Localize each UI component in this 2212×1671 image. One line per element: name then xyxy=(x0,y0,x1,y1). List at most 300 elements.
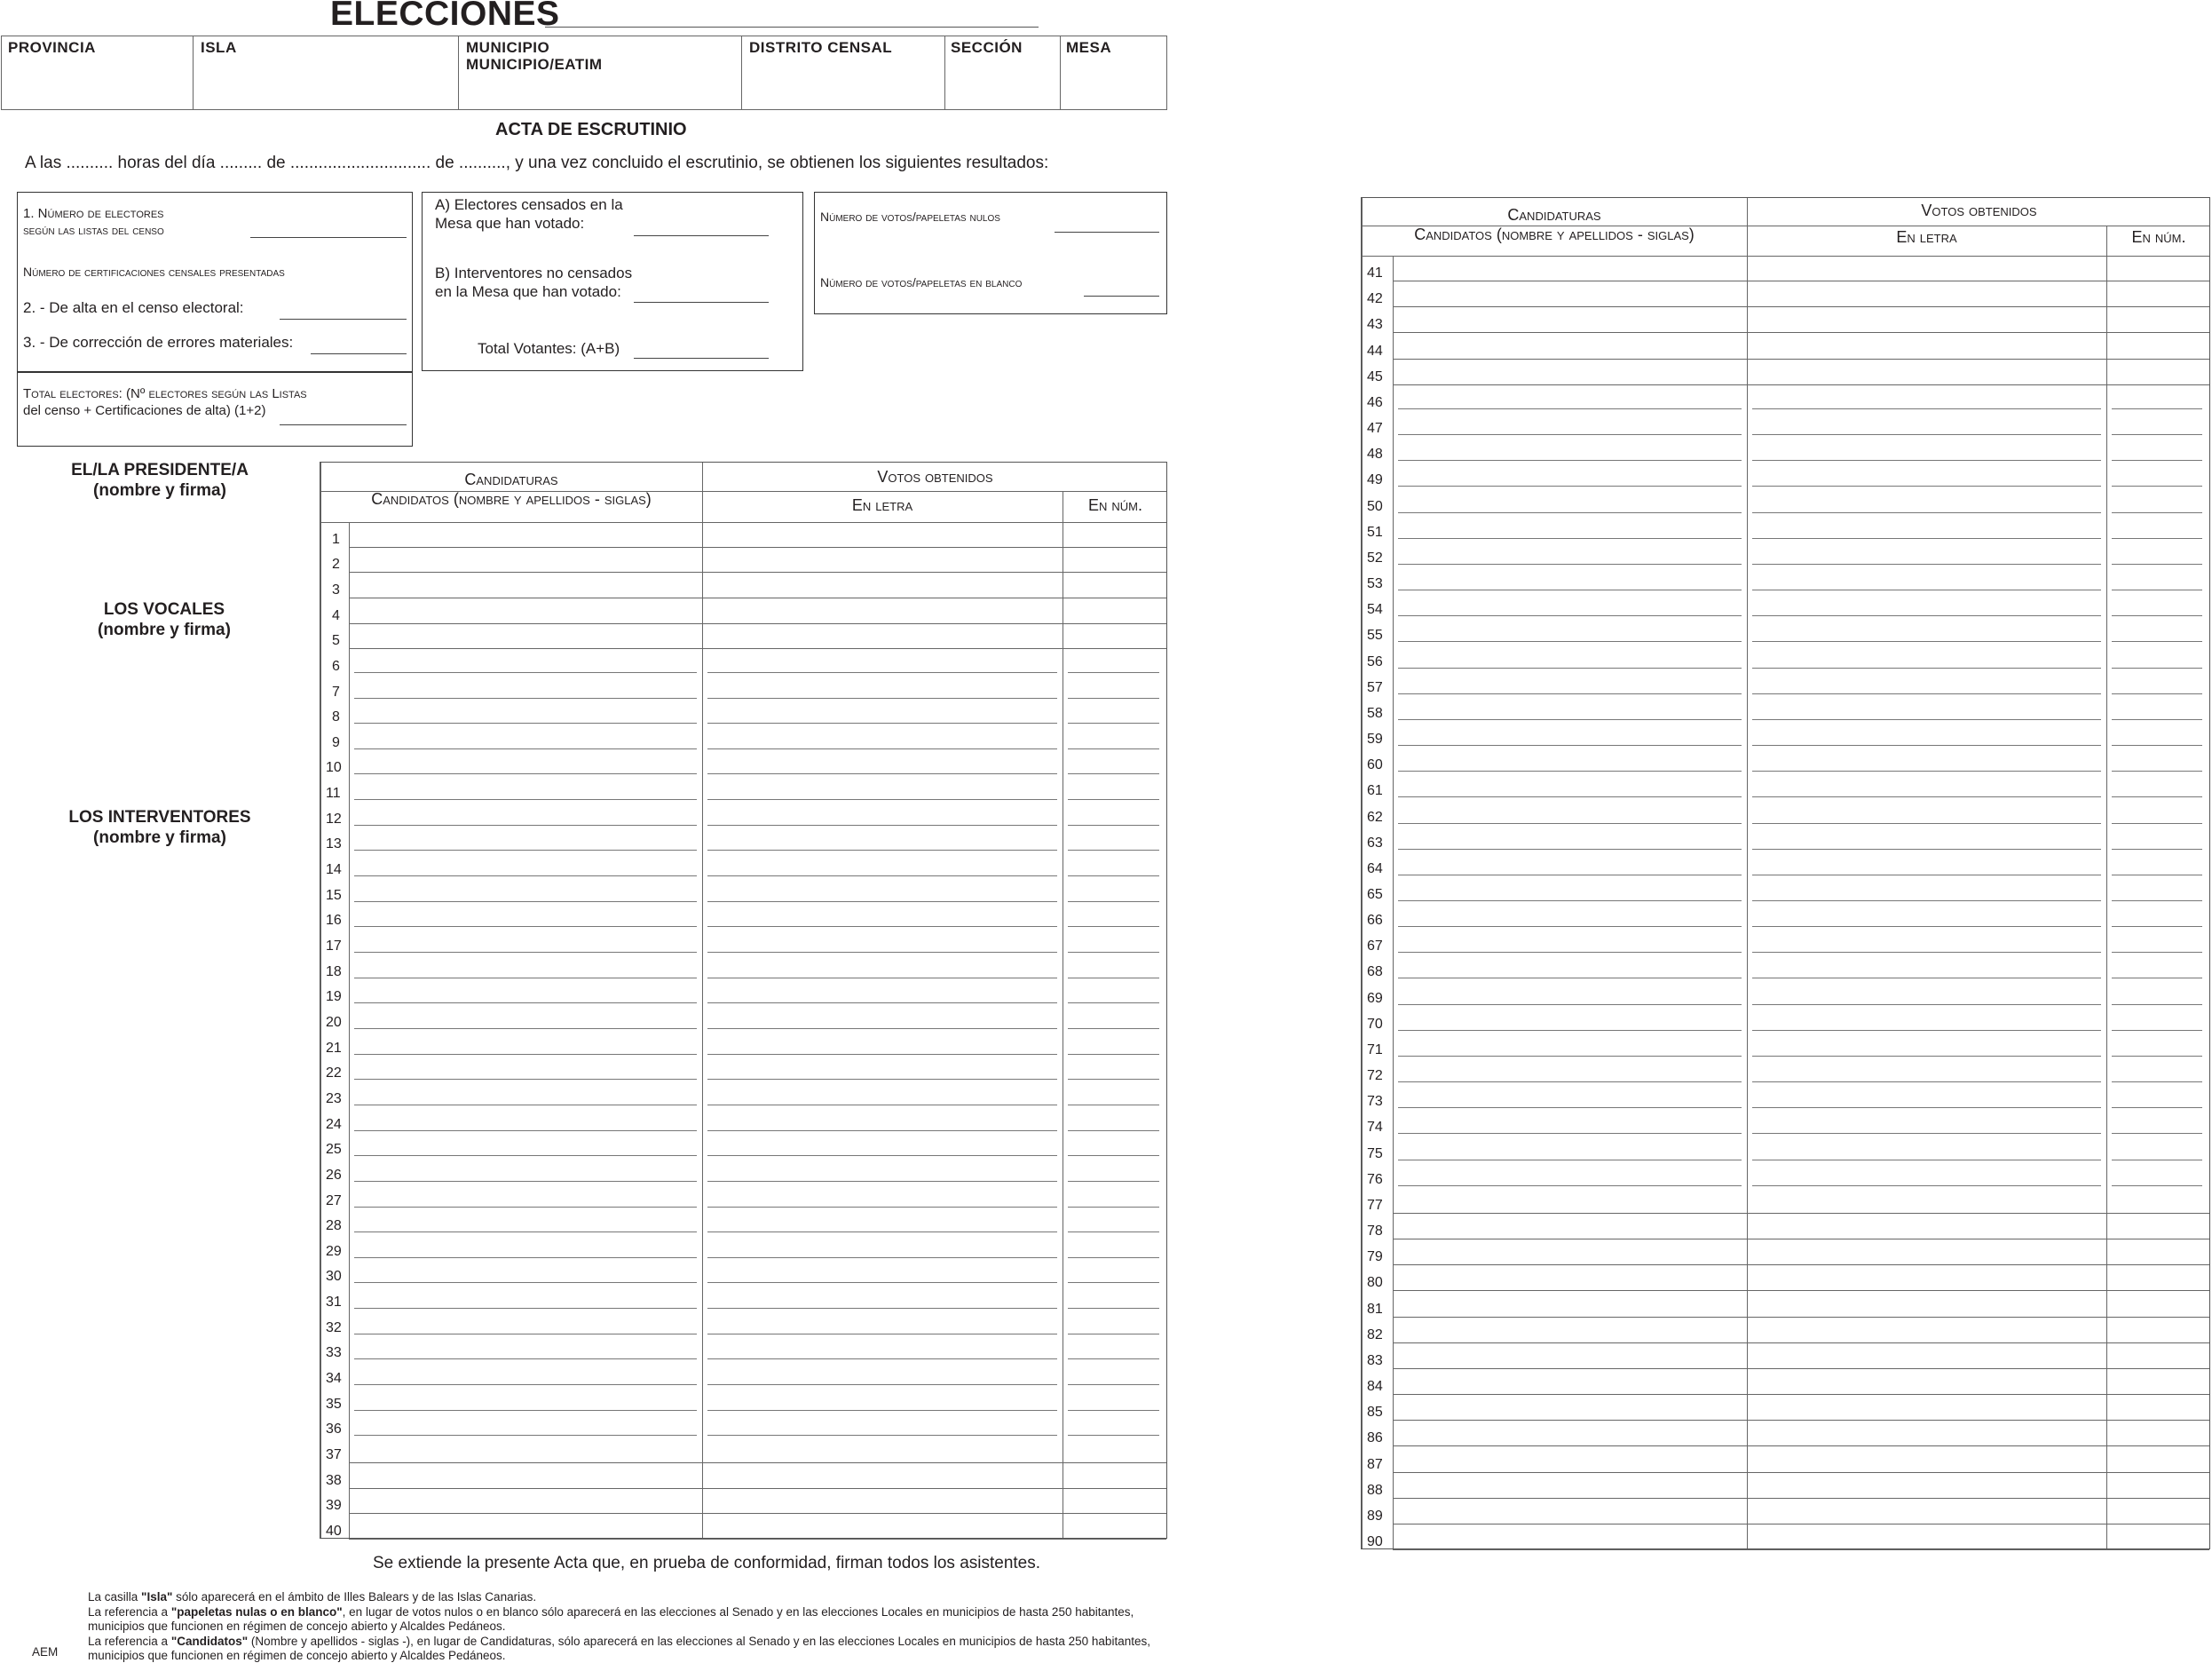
row-number: 77 xyxy=(1367,1197,1383,1213)
votos-blanco-field[interactable] xyxy=(1084,296,1159,297)
votos-letra-field[interactable] xyxy=(707,1079,1057,1080)
votos-num-field[interactable] xyxy=(1068,1130,1159,1131)
table-row[interactable] xyxy=(320,548,1166,574)
table-row[interactable] xyxy=(320,1158,1166,1184)
votos-num-field[interactable] xyxy=(1068,1435,1159,1436)
votos-num-field[interactable] xyxy=(1068,672,1159,673)
votos-letra-field[interactable] xyxy=(1752,796,2101,797)
votos-letra-field[interactable] xyxy=(1752,1004,2101,1005)
votos-letra-field[interactable] xyxy=(1752,745,2101,746)
table-row[interactable] xyxy=(1362,541,2209,566)
table-row[interactable] xyxy=(320,624,1166,650)
candidatura-field[interactable] xyxy=(354,1028,697,1029)
table-row[interactable] xyxy=(320,904,1166,930)
candidatura-field[interactable] xyxy=(354,1207,697,1208)
field-provincia[interactable]: PROVINCIA xyxy=(8,39,96,56)
table-row[interactable] xyxy=(1362,799,2209,825)
field-distrito-censal[interactable]: DISTRITO CENSAL xyxy=(749,39,893,56)
table-row[interactable] xyxy=(320,1286,1166,1311)
votos-letra-field[interactable] xyxy=(707,952,1057,953)
table-row[interactable] xyxy=(320,1437,1166,1463)
table-row[interactable] xyxy=(320,1133,1166,1159)
votos-letra-field[interactable] xyxy=(707,723,1057,724)
table-row[interactable] xyxy=(1362,1084,2209,1110)
table-row[interactable] xyxy=(320,777,1166,803)
votos-letra-field[interactable] xyxy=(1752,1056,2101,1057)
votos-letra-field[interactable] xyxy=(707,1257,1057,1258)
votos-letra-field[interactable] xyxy=(707,1358,1057,1359)
votos-num-field[interactable] xyxy=(1068,1002,1159,1003)
votos-letra-field[interactable] xyxy=(1752,1133,2101,1134)
footnote-candidatos: La referencia a "Candidatos" (Nombre y apellidos - siglas -), en lugar de Candidaturas, sólo aparecerá en las elecciones al Senado y en las elecciones Locales en municipios de hasta 250 habitantes, xyxy=(88,1634,1150,1648)
candidatura-field[interactable] xyxy=(1398,745,1742,746)
candidatura-field[interactable] xyxy=(354,723,697,724)
row-number: 49 xyxy=(1367,472,1383,488)
numero-electores-field[interactable] xyxy=(250,237,407,238)
row-number: 15 xyxy=(326,887,342,903)
table-row[interactable] xyxy=(1362,281,2209,307)
votos-num-field[interactable] xyxy=(2112,745,2202,746)
candidatura-field[interactable] xyxy=(1398,1004,1742,1005)
table-row[interactable] xyxy=(1362,618,2209,644)
table-row[interactable] xyxy=(320,852,1166,878)
table-row[interactable] xyxy=(320,1336,1166,1362)
votos-num-field[interactable] xyxy=(1068,1207,1159,1208)
table-row[interactable] xyxy=(320,878,1166,904)
table-row[interactable] xyxy=(1362,437,2209,463)
row-number: 23 xyxy=(326,1090,342,1106)
table-row[interactable] xyxy=(1362,1033,2209,1058)
votos-num-field[interactable] xyxy=(2112,615,2202,616)
correccion-errores-label: 3. - De corrección de errores materiales: xyxy=(23,334,294,351)
votos-letra-field[interactable] xyxy=(1752,1107,2101,1108)
electores-censados-label: A) Electores censados en la xyxy=(435,196,623,213)
candidatura-field[interactable] xyxy=(354,748,697,749)
candidatura-field[interactable] xyxy=(354,1435,697,1436)
votos-num-field[interactable] xyxy=(2112,693,2202,694)
table-row[interactable] xyxy=(1362,360,2209,385)
candidatura-field[interactable] xyxy=(1398,1107,1742,1108)
table-row[interactable] xyxy=(1362,1291,2209,1317)
votos-letra-field[interactable] xyxy=(1752,771,2101,772)
table-row[interactable] xyxy=(1362,1058,2209,1084)
table-row[interactable] xyxy=(1362,1136,2209,1161)
votos-letra-field[interactable] xyxy=(1752,486,2101,487)
row-number: 52 xyxy=(1367,550,1383,566)
votos-num-field[interactable] xyxy=(2112,1107,2202,1108)
votos-num-field[interactable] xyxy=(2112,796,2202,797)
candidatura-field[interactable] xyxy=(354,1231,697,1232)
table-row[interactable] xyxy=(1362,1421,2209,1446)
votos-num-field[interactable] xyxy=(1068,1282,1159,1283)
table-row[interactable] xyxy=(320,522,1166,548)
votos-num-field[interactable] xyxy=(2112,849,2202,850)
votos-letra-field[interactable] xyxy=(1752,512,2101,513)
table-row[interactable] xyxy=(320,1081,1166,1107)
table-row[interactable] xyxy=(1362,1162,2209,1188)
table-row[interactable] xyxy=(1362,851,2209,877)
table-row[interactable] xyxy=(320,649,1166,675)
votos-letra-field[interactable] xyxy=(707,875,1057,876)
table-row[interactable] xyxy=(320,1005,1166,1031)
electores-censados-field[interactable] xyxy=(634,235,769,236)
table-row[interactable] xyxy=(1362,1110,2209,1136)
interventores-no-censados-field[interactable] xyxy=(634,302,769,303)
candidatura-field[interactable] xyxy=(1398,693,1742,694)
table-row[interactable] xyxy=(320,1361,1166,1387)
candidatura-field[interactable] xyxy=(354,1130,697,1131)
elecciones-name-line[interactable] xyxy=(545,27,1039,28)
table-row[interactable] xyxy=(1362,463,2209,488)
candidatura-field[interactable] xyxy=(1398,719,1742,720)
table-row[interactable] xyxy=(320,828,1166,853)
table-row[interactable] xyxy=(1362,256,2209,281)
candidatura-field[interactable] xyxy=(1398,1030,1742,1031)
votos-num-field[interactable] xyxy=(2112,926,2202,927)
table-row[interactable] xyxy=(320,802,1166,828)
table-row[interactable] xyxy=(320,1387,1166,1413)
candidatura-field[interactable] xyxy=(354,825,697,826)
votos-letra-field[interactable] xyxy=(1752,434,2101,435)
votos-num-field[interactable] xyxy=(1068,1231,1159,1232)
votos-letra-field[interactable] xyxy=(1752,952,2101,953)
candidatura-field[interactable] xyxy=(354,1155,697,1156)
alta-censo-field[interactable] xyxy=(280,319,407,320)
table-row[interactable] xyxy=(320,751,1166,777)
candidatura-field[interactable] xyxy=(354,773,697,774)
table-row[interactable] xyxy=(320,1057,1166,1082)
candidatura-field[interactable] xyxy=(1398,1133,1742,1134)
table-row[interactable] xyxy=(320,1311,1166,1336)
table-row[interactable] xyxy=(320,1107,1166,1133)
votos-letra-field[interactable] xyxy=(1752,900,2101,901)
row-number: 74 xyxy=(1367,1120,1383,1136)
votos-letra-field[interactable] xyxy=(707,698,1057,699)
row-number: 57 xyxy=(1367,679,1383,695)
votos-letra-field[interactable] xyxy=(1752,564,2101,565)
table-row[interactable] xyxy=(1362,1395,2209,1421)
votos-letra-field[interactable] xyxy=(707,1028,1057,1029)
candidatura-field[interactable] xyxy=(354,952,697,953)
table-row[interactable] xyxy=(1362,826,2209,851)
votos-letra-field[interactable] xyxy=(1752,615,2101,616)
candidatura-field[interactable] xyxy=(354,1384,697,1385)
candidatura-field[interactable] xyxy=(354,1282,697,1283)
row-number: 9 xyxy=(332,734,340,750)
votos-num-field[interactable] xyxy=(1068,1155,1159,1156)
votos-letra-field[interactable] xyxy=(707,850,1057,851)
table-row[interactable] xyxy=(1362,1446,2209,1472)
interventores-signature-block[interactable] xyxy=(36,807,284,848)
row-number: 22 xyxy=(326,1065,342,1081)
votos-num-field[interactable] xyxy=(2112,900,2202,901)
table-row[interactable] xyxy=(1362,592,2209,618)
votos-letra-field[interactable] xyxy=(1752,668,2101,669)
table-row[interactable] xyxy=(1362,1499,2209,1524)
candidatura-field[interactable] xyxy=(354,1358,697,1359)
votos-letra-field[interactable] xyxy=(707,672,1057,673)
table-row[interactable] xyxy=(1362,722,2209,748)
table-row[interactable] xyxy=(320,929,1166,954)
row-number: 51 xyxy=(1367,524,1383,540)
field-isla[interactable]: ISLA xyxy=(201,39,237,56)
votos-num-field[interactable] xyxy=(2112,512,2202,513)
row-number: 65 xyxy=(1367,886,1383,902)
candidatura-field[interactable] xyxy=(354,926,697,927)
table-row[interactable] xyxy=(1362,307,2209,333)
candidatura-field[interactable] xyxy=(354,1181,697,1182)
th-votos-obtenidos: Votos obtenidos xyxy=(877,468,993,486)
votos-letra-field[interactable] xyxy=(707,748,1057,749)
votos-letra-field[interactable] xyxy=(707,1002,1057,1003)
candidatura-field[interactable] xyxy=(1398,434,1742,435)
votos-letra-field[interactable] xyxy=(1752,823,2101,824)
presidente-signature-block[interactable] xyxy=(36,460,284,501)
row-number: 2 xyxy=(332,557,340,573)
votos-letra-field[interactable] xyxy=(707,1410,1057,1411)
votos-letra-field[interactable] xyxy=(1752,1081,2101,1082)
table-row[interactable] xyxy=(1362,411,2209,437)
candidatura-field[interactable] xyxy=(354,1002,697,1003)
votos-num-field[interactable] xyxy=(1068,1181,1159,1182)
votos-num-field[interactable] xyxy=(2112,719,2202,720)
votos-num-field[interactable] xyxy=(2112,434,2202,435)
votos-num-field[interactable] xyxy=(2112,1081,2202,1082)
table-row[interactable] xyxy=(320,954,1166,980)
candidatura-field[interactable] xyxy=(1398,1081,1742,1082)
votos-letra-field[interactable] xyxy=(1752,926,2101,927)
vocales-signature-block[interactable] xyxy=(36,599,293,640)
votos-num-field[interactable] xyxy=(2112,408,2202,409)
candidatura-field[interactable] xyxy=(1398,1056,1742,1057)
table-row[interactable] xyxy=(1362,1188,2209,1214)
votos-letra-field[interactable] xyxy=(707,1181,1057,1182)
votos-letra-field[interactable] xyxy=(707,1130,1057,1131)
votos-num-field[interactable] xyxy=(1068,723,1159,724)
table-row[interactable] xyxy=(1362,1318,2209,1343)
candidatura-field[interactable] xyxy=(354,875,697,876)
candidatura-field[interactable] xyxy=(1398,823,1742,824)
candidatura-field[interactable] xyxy=(354,901,697,902)
votos-letra-field[interactable] xyxy=(707,799,1057,800)
candidatura-field[interactable] xyxy=(354,1257,697,1258)
votos-num-field[interactable] xyxy=(2112,1030,2202,1031)
table-row[interactable] xyxy=(320,598,1166,624)
candidatura-field[interactable] xyxy=(1398,849,1742,850)
votos-num-field[interactable] xyxy=(1068,773,1159,774)
presidente-sub: (nombre y firma) xyxy=(93,481,226,500)
row-number: 16 xyxy=(326,913,342,929)
votos-num-field[interactable] xyxy=(1068,952,1159,953)
table-row[interactable] xyxy=(1362,929,2209,954)
table-row[interactable] xyxy=(1362,877,2209,903)
votos-num-field[interactable] xyxy=(2112,1056,2202,1057)
votos-letra-field[interactable] xyxy=(707,1207,1057,1208)
table-row[interactable] xyxy=(1362,1265,2209,1291)
votos-num-field[interactable] xyxy=(2112,538,2202,539)
votos-letra-field[interactable] xyxy=(707,1282,1057,1283)
table-row[interactable] xyxy=(1362,1239,2209,1265)
votos-letra-field[interactable] xyxy=(707,1155,1057,1156)
votos-num-field[interactable] xyxy=(2112,668,2202,669)
candidatura-field[interactable] xyxy=(354,1308,697,1309)
vocales-sub: (nombre y firma) xyxy=(98,621,231,639)
table-row[interactable] xyxy=(1362,1343,2209,1369)
votos-num-field[interactable] xyxy=(1068,1384,1159,1385)
candidatura-field[interactable] xyxy=(354,698,697,699)
votos-num-field[interactable] xyxy=(1068,1308,1159,1309)
votos-letra-field[interactable] xyxy=(1752,641,2101,642)
table-row[interactable] xyxy=(320,1260,1166,1286)
row-number: 71 xyxy=(1367,1041,1383,1057)
votos-num-field[interactable] xyxy=(1068,825,1159,826)
votos-letra-field[interactable] xyxy=(707,926,1057,927)
candidatura-field[interactable] xyxy=(1398,408,1742,409)
table-row[interactable] xyxy=(1362,1369,2209,1395)
row-number: 37 xyxy=(326,1447,342,1463)
table-row[interactable] xyxy=(320,701,1166,726)
votos-num-field[interactable] xyxy=(2112,641,2202,642)
candidatura-field[interactable] xyxy=(1398,564,1742,565)
candidatura-field[interactable] xyxy=(354,672,697,673)
candidatura-field[interactable] xyxy=(1398,512,1742,513)
table-row[interactable] xyxy=(1362,1524,2209,1550)
table-row[interactable] xyxy=(1362,1007,2209,1033)
candidatura-field[interactable] xyxy=(1398,486,1742,487)
table-row[interactable] xyxy=(320,1514,1166,1540)
votos-num-field[interactable] xyxy=(1068,875,1159,876)
votos-num-field[interactable] xyxy=(1068,1410,1159,1411)
votos-num-field[interactable] xyxy=(1068,1028,1159,1029)
field-municipio[interactable]: MUNICIPIO xyxy=(466,39,550,56)
table-row[interactable] xyxy=(1362,644,2209,669)
row-number: 89 xyxy=(1367,1508,1383,1524)
votos-letra-field[interactable] xyxy=(1752,538,2101,539)
candidatura-field[interactable] xyxy=(1398,1185,1742,1186)
votos-letra-field[interactable] xyxy=(707,901,1057,902)
votos-num-field[interactable] xyxy=(2112,1185,2202,1186)
candidatura-field[interactable] xyxy=(354,1054,697,1055)
table-row[interactable] xyxy=(1362,566,2209,592)
table-row[interactable] xyxy=(1362,515,2209,541)
candidatura-field[interactable] xyxy=(354,1410,697,1411)
votos-num-field[interactable] xyxy=(1068,1054,1159,1055)
votos-num-field[interactable] xyxy=(1068,850,1159,851)
votos-letra-field[interactable] xyxy=(707,773,1057,774)
votos-letra-field[interactable] xyxy=(1752,719,2101,720)
votos-letra-field[interactable] xyxy=(707,1054,1057,1055)
field-mesa[interactable]: MESA xyxy=(1066,39,1112,56)
votos-letra-field[interactable] xyxy=(1752,408,2101,409)
votos-letra-field[interactable] xyxy=(707,825,1057,826)
votos-num-field[interactable] xyxy=(1068,1079,1159,1080)
votos-letra-field[interactable] xyxy=(707,1231,1057,1232)
table-row[interactable] xyxy=(1362,773,2209,799)
table-row[interactable] xyxy=(320,1209,1166,1235)
candidatura-field[interactable] xyxy=(1398,771,1742,772)
table-row[interactable] xyxy=(1362,1214,2209,1239)
total-electores-field[interactable] xyxy=(280,424,407,425)
candidatura-field[interactable] xyxy=(354,850,697,851)
votos-num-field[interactable] xyxy=(2112,486,2202,487)
votos-num-field[interactable] xyxy=(1068,698,1159,699)
table-row[interactable] xyxy=(1362,903,2209,929)
candidatura-field[interactable] xyxy=(1398,641,1742,642)
correccion-errores-field[interactable] xyxy=(311,353,407,354)
votos-letra-field[interactable] xyxy=(1752,1185,2101,1186)
votos-num-field[interactable] xyxy=(1068,1358,1159,1359)
votos-num-field[interactable] xyxy=(2112,771,2202,772)
candidatura-field[interactable] xyxy=(354,1079,697,1080)
total-votantes-field[interactable] xyxy=(634,358,769,359)
votos-num-field[interactable] xyxy=(2112,1004,2202,1005)
table-row[interactable] xyxy=(320,980,1166,1006)
table-row[interactable] xyxy=(320,573,1166,598)
table-row[interactable] xyxy=(1362,488,2209,514)
votos-num-field[interactable] xyxy=(1068,901,1159,902)
table-row[interactable] xyxy=(320,1184,1166,1209)
table-row[interactable] xyxy=(1362,696,2209,722)
votos-num-field[interactable] xyxy=(1068,799,1159,800)
votos-letra-field[interactable] xyxy=(707,1435,1057,1436)
table-row[interactable] xyxy=(1362,980,2209,1006)
table-row[interactable] xyxy=(320,675,1166,701)
votos-num-field[interactable] xyxy=(2112,823,2202,824)
table-row[interactable] xyxy=(1362,385,2209,411)
votos-nulos-field[interactable] xyxy=(1055,232,1159,233)
table-row[interactable] xyxy=(320,725,1166,751)
row-number: 66 xyxy=(1367,913,1383,929)
votos-letra-field[interactable] xyxy=(1752,1030,2101,1031)
votos-num-field[interactable] xyxy=(1068,926,1159,927)
votos-letra-field[interactable] xyxy=(1752,460,2101,461)
table-row[interactable] xyxy=(320,1234,1166,1260)
candidatura-field[interactable] xyxy=(1398,668,1742,669)
table-row[interactable] xyxy=(1362,333,2209,359)
candidatura-field[interactable] xyxy=(1398,615,1742,616)
table-row[interactable] xyxy=(320,1031,1166,1057)
table-row[interactable] xyxy=(320,1413,1166,1438)
candidatura-field[interactable] xyxy=(1398,900,1742,901)
table-row[interactable] xyxy=(1362,670,2209,696)
table-row[interactable] xyxy=(320,1463,1166,1489)
votos-letra-field[interactable] xyxy=(707,1308,1057,1309)
table-row[interactable] xyxy=(1362,748,2209,773)
candidatura-field[interactable] xyxy=(1398,460,1742,461)
row-number: 1 xyxy=(332,531,340,547)
votos-num-field[interactable] xyxy=(2112,952,2202,953)
table-row[interactable] xyxy=(320,1489,1166,1515)
candidatura-field[interactable] xyxy=(1398,926,1742,927)
candidatura-field[interactable] xyxy=(354,799,697,800)
candidatura-field[interactable] xyxy=(1398,952,1742,953)
th-candidaturas-2: Candidaturas Candidatos (nombre y apellidos - siglas) xyxy=(1414,206,1695,243)
votos-num-field[interactable] xyxy=(2112,1133,2202,1134)
votos-num-field[interactable] xyxy=(2112,460,2202,461)
candidatura-field[interactable] xyxy=(1398,796,1742,797)
votos-num-field[interactable] xyxy=(1068,1257,1159,1258)
votos-letra-field[interactable] xyxy=(1752,849,2101,850)
table-row[interactable] xyxy=(1362,954,2209,980)
candidatura-field[interactable] xyxy=(1398,538,1742,539)
row-number: 8 xyxy=(332,709,340,725)
votos-letra-field[interactable] xyxy=(1752,693,2101,694)
table-row[interactable] xyxy=(1362,1473,2209,1499)
votos-num-field[interactable] xyxy=(1068,748,1159,749)
votos-letra-field[interactable] xyxy=(707,1384,1057,1385)
field-seccion[interactable]: SECCIÓN xyxy=(951,39,1023,56)
votos-num-field[interactable] xyxy=(2112,564,2202,565)
